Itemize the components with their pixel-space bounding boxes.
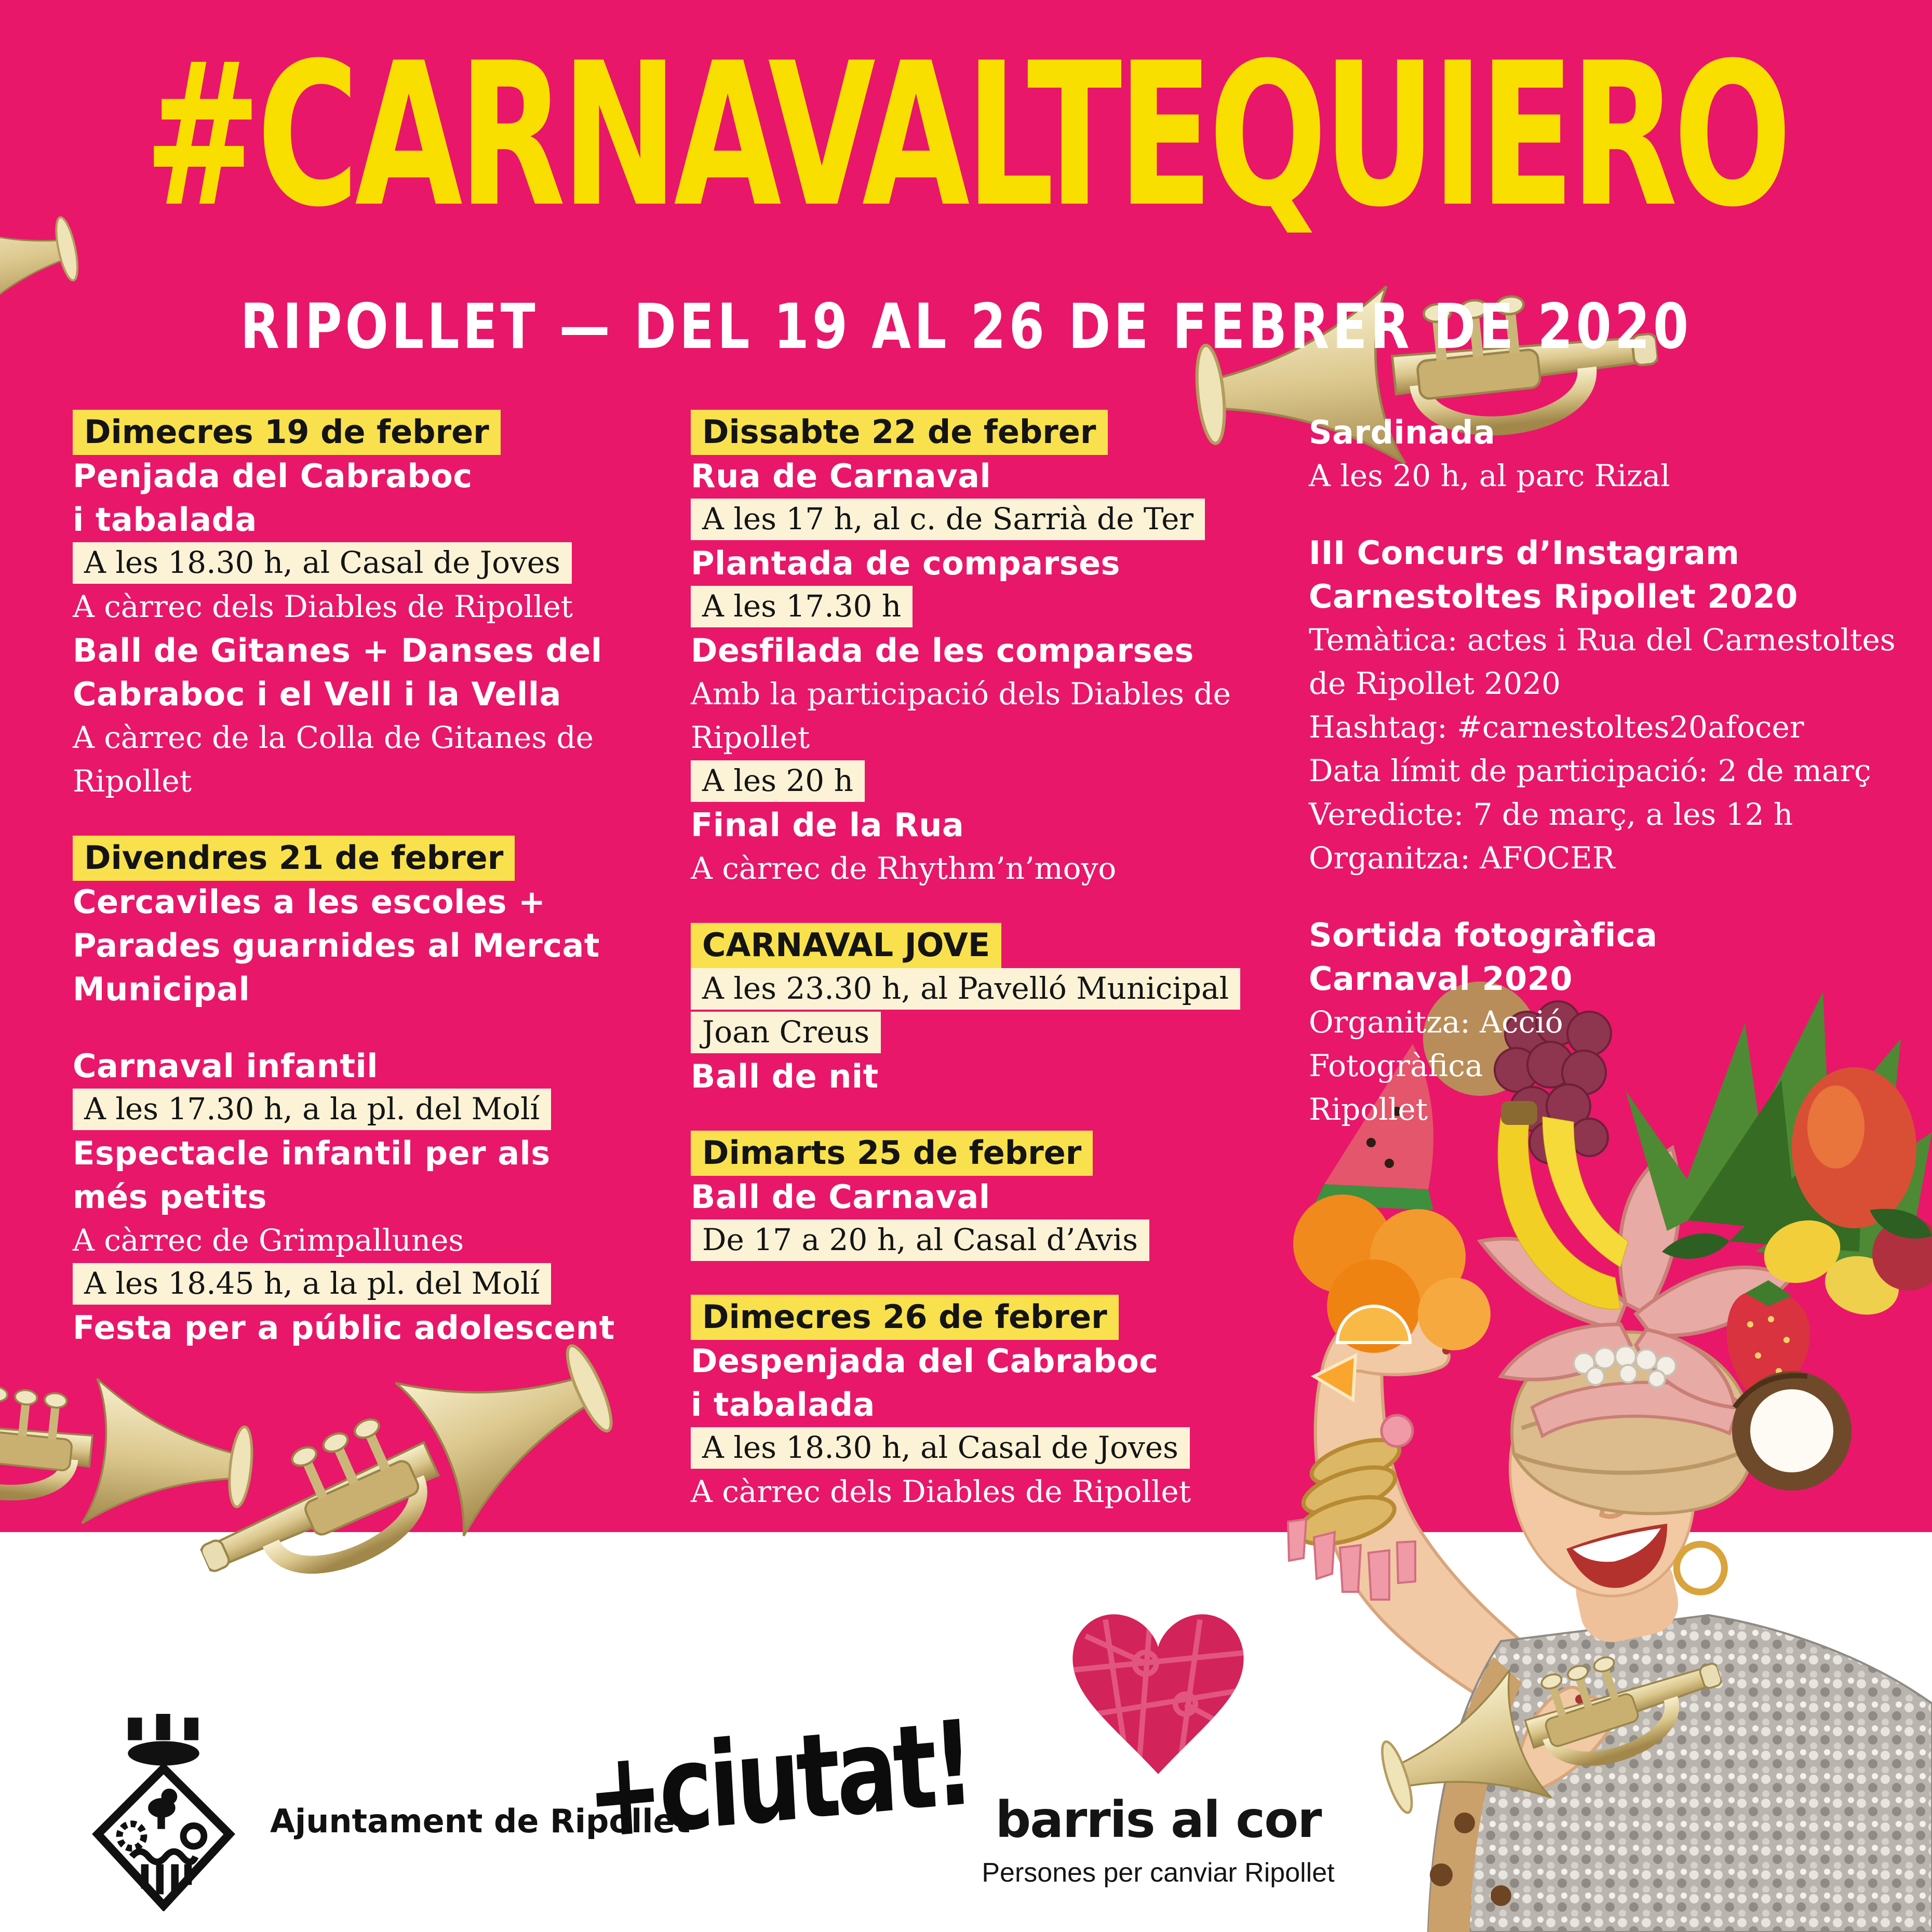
schedule-line <box>1309 793 1932 836</box>
event-title: Ball de Carnaval <box>691 1177 990 1216</box>
event-title: Festa per a públic adolescent <box>73 1308 615 1347</box>
date-header: Dimecres 26 de febrer <box>691 1295 1119 1340</box>
event-title: III Concurs d’Instagram <box>1309 533 1740 572</box>
event-title: i tabalada <box>691 1385 875 1424</box>
schedule-line <box>691 410 1293 454</box>
ajuntament-label: Ajuntament de Ripollet <box>270 1802 691 1840</box>
event-title: Rua de Carnaval <box>691 457 991 495</box>
event-detail: Organitza: AFOCER <box>1309 840 1615 876</box>
event-detail: de Ripollet 2020 <box>1309 666 1561 701</box>
event-title: Carnestoltes Ripollet 2020 <box>1309 577 1798 615</box>
event-detail: Fotogràfica <box>1309 1048 1483 1083</box>
schedule-line <box>73 923 675 967</box>
event-title: Cercaviles a les escoles + <box>73 882 546 921</box>
date-header: Dimarts 25 de febrer <box>691 1131 1093 1176</box>
schedule-line <box>73 1088 675 1131</box>
schedule-line <box>691 923 1293 967</box>
schedule-line <box>73 1044 675 1088</box>
schedule-line <box>73 716 675 759</box>
schedule-line <box>691 1383 1293 1426</box>
schedule-line <box>1309 1044 1932 1088</box>
schedule-line <box>1309 531 1932 574</box>
schedule-line <box>691 585 1293 628</box>
event-title: Despenjada del Cabraboc <box>691 1341 1159 1380</box>
event-title: Ball de Gitanes + Danses del <box>73 631 602 669</box>
schedule-column-1 <box>73 410 675 1383</box>
event-detail: Veredicte: 7 de març, a les 12 h <box>1309 797 1793 832</box>
ajuntament-crest-icon <box>78 1714 249 1911</box>
schedule-line <box>691 1131 1293 1175</box>
event-title: més petits <box>73 1177 267 1216</box>
event-block <box>691 923 1293 1098</box>
event-title: Espectacle infantil per als <box>73 1134 551 1172</box>
event-time-location: A les 17.30 h <box>691 586 913 627</box>
event-title: Ball de nit <box>691 1057 879 1095</box>
event-time-location: A les 23.30 h, al Pavelló Municipal <box>691 968 1240 1010</box>
date-header: Divendres 21 de febrer <box>73 836 515 881</box>
event-block <box>73 410 675 803</box>
schedule-column-3 <box>1309 410 1932 1164</box>
schedule-line <box>73 541 675 585</box>
event-detail: Temàtica: actes i Rua del Carnestoltes <box>1309 622 1896 658</box>
schedule-line <box>691 672 1293 716</box>
schedule-line <box>1309 1000 1932 1044</box>
event-title: Parades guarnides al Mercat <box>73 926 600 964</box>
event-title: Final de la Rua <box>691 806 964 844</box>
schedule-column-2 <box>691 410 1293 1547</box>
schedule-line <box>691 1339 1293 1383</box>
schedule-line <box>1309 662 1932 705</box>
schedule-line <box>691 1295 1293 1339</box>
schedule-line <box>73 1175 675 1218</box>
event-detail: Ripollet <box>73 763 192 799</box>
event-detail: A càrrec de Rhythm’n’moyo <box>691 851 1117 886</box>
event-detail: A càrrec dels Diables de Ripollet <box>73 589 573 624</box>
schedule-line <box>691 498 1293 541</box>
date-header: CARNAVAL JOVE <box>691 923 1001 968</box>
schedule-line <box>1309 705 1932 749</box>
schedule-line <box>1309 618 1932 662</box>
schedule-line <box>1309 957 1932 1000</box>
schedule-line <box>1309 913 1932 957</box>
event-title: Penjada del Cabraboc <box>73 457 473 495</box>
event-block <box>73 836 675 1011</box>
event-time-location: A les 18.45 h, a la pl. del Molí <box>73 1263 551 1305</box>
schedule-line <box>73 1218 675 1262</box>
schedule-line <box>1309 410 1932 454</box>
event-block <box>691 1131 1293 1262</box>
schedule-line <box>691 541 1293 585</box>
schedule-line <box>691 759 1293 803</box>
schedule-line <box>1309 574 1932 618</box>
event-time-location: A les 18.30 h, al Casal de Joves <box>691 1427 1190 1469</box>
schedule-line <box>73 836 675 880</box>
event-block <box>1309 410 1932 498</box>
schedule-line <box>691 1218 1293 1262</box>
schedule-line <box>691 716 1293 759</box>
event-block <box>1309 913 1932 1131</box>
schedule-line <box>73 628 675 672</box>
schedule-line <box>691 1054 1293 1098</box>
event-time-location: De 17 a 20 h, al Casal d’Avis <box>691 1219 1149 1261</box>
schedule-line <box>691 1011 1293 1054</box>
schedule-line <box>73 967 675 1011</box>
event-detail: A càrrec de la Colla de Gitanes de <box>73 720 594 755</box>
event-title: Cabraboc i el Vell i la Vella <box>73 675 561 713</box>
event-title: Sardinada <box>1309 413 1496 451</box>
event-detail: Ripollet <box>691 720 810 755</box>
schedule-line <box>1309 749 1932 793</box>
event-title: Carnaval 2020 <box>1309 959 1573 998</box>
event-time-location: A les 17.30 h, a la pl. del Molí <box>73 1089 551 1130</box>
schedule-line <box>691 628 1293 672</box>
schedule-line <box>691 803 1293 847</box>
schedule-line <box>73 672 675 716</box>
event-detail: Data límit de participació: 2 de març <box>1309 753 1871 788</box>
schedule-line <box>691 1426 1293 1470</box>
event-detail: Ripollet <box>1309 1092 1428 1127</box>
schedule-line <box>73 1306 675 1349</box>
schedule-line <box>73 454 675 498</box>
event-time-location: A les 18.30 h, al Casal de Joves <box>73 542 572 584</box>
event-block <box>1309 531 1932 880</box>
event-title: Carnaval infantil <box>73 1046 378 1085</box>
barris-tagline: Persones per canviar Ripollet <box>982 1858 1335 1888</box>
schedule-line <box>1309 836 1932 880</box>
event-detail: A càrrec dels Diables de Ripollet <box>691 1474 1191 1509</box>
event-detail: Hashtag: #carnestoltes20afocer <box>1309 709 1804 745</box>
barris-al-cor-label: barris al cor <box>995 1791 1321 1849</box>
schedule-line <box>73 759 675 803</box>
event-detail: Organitza: Acció <box>1309 1004 1563 1040</box>
schedule-line <box>691 967 1293 1011</box>
schedule-line <box>73 410 675 454</box>
event-block <box>691 1295 1293 1513</box>
event-title: Municipal <box>73 970 250 1008</box>
schedule-line <box>73 498 675 541</box>
schedule-line <box>73 880 675 923</box>
date-header: Dimecres 19 de febrer <box>73 410 501 455</box>
coconut <box>1732 1371 1852 1491</box>
schedule-line <box>1309 1088 1932 1131</box>
date-header: Dissabte 22 de febrer <box>691 410 1108 455</box>
schedule-line <box>1309 454 1932 498</box>
event-detail: A les 20 h, al parc Rizal <box>1309 458 1670 493</box>
schedule-line <box>73 585 675 628</box>
event-block <box>691 410 1293 890</box>
schedule-line <box>691 1175 1293 1218</box>
schedule-line <box>691 847 1293 890</box>
poster-title: #CARNAVALTEQUIERO <box>144 21 1788 251</box>
schedule-line <box>691 1470 1293 1513</box>
event-detail: Amb la participació dels Diables de <box>691 676 1231 712</box>
event-detail: A càrrec de Grimpallunes <box>73 1223 464 1258</box>
event-time-location: A les 17 h, al c. de Sarrià de Ter <box>691 499 1205 540</box>
event-title: Desfilada de les comparses <box>691 631 1194 669</box>
schedule-line <box>691 454 1293 498</box>
mes-ciutat-logo: +ciutat! <box>583 1695 974 1866</box>
event-time-location: A les 20 h <box>691 760 865 802</box>
schedule-line <box>73 1131 675 1175</box>
event-block <box>73 1044 675 1349</box>
event-title: Sortida fotogràfica <box>1309 916 1658 954</box>
poster-subtitle: RIPOLLET — DEL 19 AL 26 DE FEBRER DE 2020 <box>240 291 1692 364</box>
event-time-location: Joan Creus <box>691 1012 881 1053</box>
event-title: Plantada de comparses <box>691 544 1121 582</box>
event-title: i tabalada <box>73 500 257 539</box>
schedule-line <box>73 1262 675 1306</box>
